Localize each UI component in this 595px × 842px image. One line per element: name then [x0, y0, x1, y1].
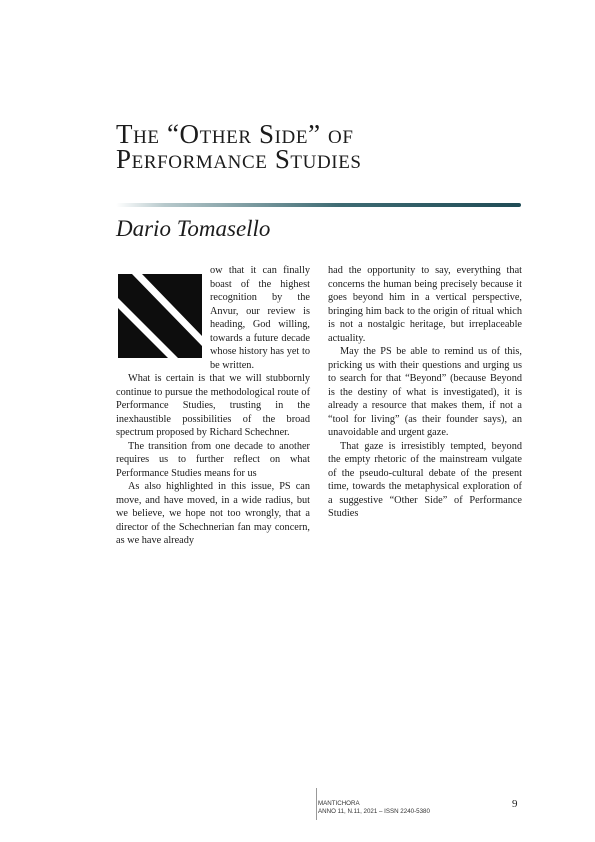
page-number: 9 — [512, 798, 518, 810]
footer-journal-info — [318, 800, 430, 816]
paragraph: That gaze is irresistibly tempted, beyond the empty rhetoric of the mainstream vulgate of the pseudo-cultural debate of the present time, towards the metaphysical exploration of a suggestive “Other Side” of Performance Studies — [328, 440, 522, 519]
left-column — [116, 264, 310, 548]
article-title-line-2: Performance Studies — [116, 144, 362, 174]
article-title — [116, 119, 496, 174]
paragraph: ow that it can finally boast of the highest recognition by the Anvur, our review is heading, God willing, towards a future decade whose history has yet to be written. — [210, 265, 310, 371]
footer-divider — [316, 788, 317, 820]
right-column — [328, 264, 522, 521]
author-name: Dario Tomasello — [116, 216, 271, 241]
dropcap-n-glyph — [118, 274, 202, 358]
paragraph: May the PS be able to remind us of this, pricking us with their questions and urging us to search for that “Beyond” (because Beyond is the destiny of what is investigated), it is already a resource that makes them, if not a “tool for living” (as their founder says), an unavoidable and urgent gaze. — [328, 346, 522, 438]
article-title-line-1: The “Other Side” of — [116, 119, 354, 149]
paragraph: The transition from one decade to another requires us to further reflect on what Performance Studies means for us — [116, 440, 310, 479]
title-divider — [116, 203, 521, 207]
journal-name: MANTICHORA — [318, 800, 360, 807]
journal-issue: ANNO 11, N.11, 2021 – ISSN 2240-5380 — [318, 808, 430, 815]
paragraph: As also highlighted in this issue, PS can move, and have moved, in a wide radius, but we believe, we hope not too wrongly, that a director of the Schechnerian fan may concern, as we have already — [116, 481, 310, 546]
paragraph: had the opportunity to say, everything that concerns the human being precisely because it goes beyond him in a vertical perspective, bringing him back to the origin of ritual which is not a nostalgic heritage, but irreplaceable actuality. — [328, 265, 522, 344]
paragraph: What is certain is that we will stubbornly continue to pursue the methodological route of Performance Studies, trusting in the inexhaustible possibilities of the broad spectrum proposed by Richard Schechner. — [116, 373, 310, 438]
